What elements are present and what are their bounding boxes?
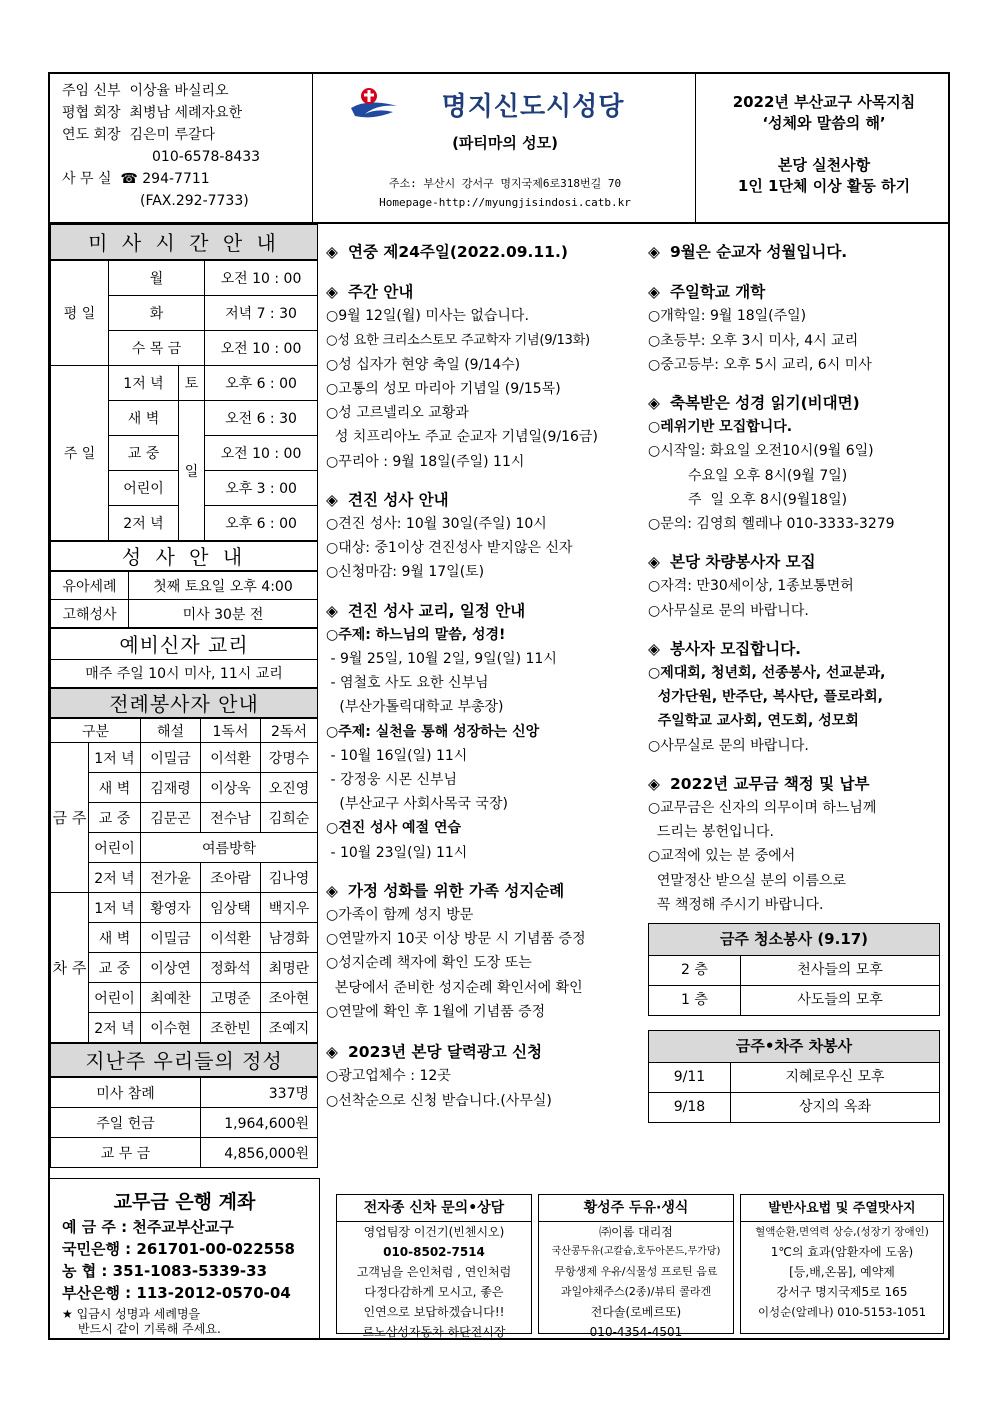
server-mass: 2저 녁 — [89, 863, 141, 893]
server-name: 황영자 — [141, 893, 201, 923]
offering-table — [50, 1077, 318, 1168]
section-heading — [326, 599, 648, 623]
cleaning-group: 천사들의 모후 — [741, 956, 940, 986]
server-mass: 교 중 — [89, 953, 141, 983]
ad-line: 혈액순환,면역력 상승,(성장기 장애인) — [755, 1226, 929, 1238]
church-subtitle: (파티마의 성모) — [452, 134, 558, 152]
section-heading — [326, 488, 648, 512]
cleaning-title: 금주 청소봉사 (9.17) — [649, 924, 940, 956]
diamond-icon: ◈ — [326, 881, 338, 900]
mass-time: 오전 10 : 00 — [205, 436, 318, 471]
pastoral-guideline — [698, 74, 950, 222]
staff-row-pastor: 주임 신부 이상율 바실리오 — [62, 83, 229, 99]
diamond-icon: ◈ — [326, 490, 338, 509]
offering-name: 미사 참례 — [51, 1078, 201, 1108]
heading-text: 축복받은 성경 읽기(비대면) — [670, 394, 860, 413]
mass-time: 오전 10 : 00 — [205, 331, 318, 366]
list-item: ○주제: 실천을 통해 성장하는 신앙 — [326, 723, 540, 740]
server-name: 조예지 — [261, 1013, 318, 1043]
ad-line: 010-8502-7514 — [383, 1245, 485, 1259]
mass-table — [50, 260, 318, 541]
list-item: - 10월 16일(일) 11시 — [326, 747, 468, 764]
sacrament-value: 미사 30분 전 — [129, 600, 318, 628]
server-name: 정화석 — [201, 953, 261, 983]
col-header: 구분 — [51, 719, 141, 743]
mass-time: 저녁 7 : 30 — [205, 296, 318, 331]
church-header — [312, 74, 696, 222]
ad-line: 르노삼성자동차 하단전시장 — [362, 1325, 506, 1339]
list-item: ○사무실로 문의 바랍니다. — [648, 737, 809, 754]
ad-massage — [740, 1194, 944, 1334]
bulletin-frame — [48, 72, 950, 1340]
list-item: 수요일 오후 8시(9월 7일) — [648, 467, 848, 484]
car-service-title: 금주•차주 차봉사 — [649, 1031, 940, 1063]
offering-name: 교 무 금 — [51, 1138, 201, 1168]
sunday-label: 주 일 — [51, 366, 109, 541]
bank-line: 예 금 주 : 천주교부산교구 — [62, 1218, 234, 1236]
server-name: 김희순 — [261, 803, 318, 833]
car-date: 9/11 — [649, 1063, 731, 1093]
weekday-label: 평 일 — [51, 261, 109, 366]
mass-time: 오후 6 : 00 — [205, 506, 318, 541]
list-item: ○9월 12일(월) 미사는 없습니다. — [326, 308, 529, 325]
list-item: - 염철호 사도 요한 신부님 — [326, 675, 489, 692]
staff-phone: 010-6578-8433 — [152, 149, 261, 165]
servers-table — [50, 718, 318, 1043]
list-item: ○교적에 있는 분 중에서 — [648, 848, 796, 865]
list-item: ○꾸리아 : 9월 18일(주일) 11시 — [326, 453, 525, 470]
this-week-label: 금 주 — [51, 743, 89, 893]
list-item: (부산가톨릭대학교 부총장) — [326, 699, 504, 716]
heading-text: 주일학교 개학 — [670, 283, 766, 302]
sacrament-table — [50, 571, 318, 628]
server-name: 이밀금 — [141, 743, 201, 773]
list-item: ○성 고르넬리오 교황과 — [326, 405, 469, 422]
server-name: 최명란 — [261, 953, 318, 983]
list-item: 연말정산 받으실 분의 이름으로 — [648, 872, 847, 889]
server-span: 여름방학 — [141, 833, 318, 863]
list-item: ○견진 성사 예절 연습 — [326, 820, 462, 837]
mass-day: 수 목 금 — [109, 331, 205, 366]
ad-line: ㈜이롬 대리점 — [599, 1225, 673, 1239]
ad-line: 고객님을 은인처럼 , 연인처럼 — [356, 1265, 512, 1279]
server-mass: 2저 녁 — [89, 1013, 141, 1043]
staff-info — [50, 74, 310, 222]
list-item: (부산교구 사회사목국 국장) — [326, 796, 508, 813]
server-mass: 새 벽 — [89, 773, 141, 803]
list-item: - 9월 25일, 10월 2일, 9일(일) 11시 — [326, 651, 557, 668]
offering-value: 4,856,000원 — [201, 1138, 318, 1168]
list-item: ○교무금은 신자의 의무이며 하느님께 — [648, 800, 877, 817]
list-item: ○성지순례 책자에 확인 도장 또는 — [326, 955, 532, 972]
ad-line: 강서구 명지국제5로 165 — [776, 1285, 908, 1299]
server-name: 전가윤 — [141, 863, 201, 893]
office-fax: (FAX.292-7733) — [140, 193, 249, 209]
office-row: 사 무 실 ☎ 294-7711 — [62, 171, 210, 187]
server-name: 백지우 — [261, 893, 318, 923]
diamond-icon: ◈ — [648, 553, 660, 572]
server-mass: 어린이 — [89, 833, 141, 863]
mass-name: 어린이 — [109, 471, 179, 506]
list-item: ○초등부: 오후 3시 미사, 4시 교리 — [648, 332, 859, 349]
ad-line: [등,배,온몸], 예약제 — [789, 1265, 895, 1279]
mass-name: 교 중 — [109, 436, 179, 471]
server-name: 이상욱 — [201, 773, 261, 803]
server-name: 이석환 — [201, 743, 261, 773]
diamond-icon: ◈ — [648, 394, 660, 413]
list-item: ○시작일: 화요일 오전10시(9월 6일) — [648, 443, 874, 460]
server-name: 이밀금 — [141, 923, 201, 953]
address: 주소: 부산시 강서구 명지국제6로318번길 70 — [388, 177, 622, 190]
section-heading — [648, 391, 946, 415]
heading-text: 가정 성화를 위한 가족 성지순례 — [348, 881, 565, 900]
diamond-icon: ◈ — [648, 774, 660, 793]
ad-line: 영업팀장 이건기(빈첸시오) — [363, 1225, 505, 1239]
diamond-icon: ◈ — [326, 283, 338, 302]
mass-time: 오전 6 : 30 — [205, 401, 318, 436]
heading-text: 연중 제24주일(2022.09.11.) — [348, 243, 568, 261]
diamond-icon: ◈ — [326, 1043, 338, 1062]
cleaning-floor: 1 층 — [649, 986, 741, 1016]
list-item: 꼭 책정해 주시기 바랍니다. — [648, 896, 824, 913]
mass-title: 미 사 시 간 안 내 — [50, 224, 318, 260]
list-item: ○자격: 만30세이상, 1종보통면허 — [648, 578, 854, 595]
list-item: 성가단원, 반주단, 복사단, 플로라회, — [648, 689, 883, 706]
server-name: 강명수 — [261, 743, 318, 773]
ad-line: 이성순(알레나) 010-5153-1051 — [757, 1305, 927, 1319]
list-item: ○연말까지 10곳 이상 방문 시 기념품 증정 — [326, 931, 586, 948]
server-name: 조아현 — [261, 983, 318, 1013]
ad-line: 국산콩두유(고칼슘,호두아몬드,무가당) — [551, 1246, 721, 1257]
offering-title: 지난주 우리들의 정성 — [50, 1043, 318, 1077]
heading-text: 주간 안내 — [348, 283, 414, 302]
bank-note — [62, 1307, 319, 1337]
bank-note-line: ★ 입금시 성명과 세례명을 — [62, 1307, 201, 1321]
server-name: 고명준 — [201, 983, 261, 1013]
ad-title: 전자종 신차 문의•상담 — [337, 1195, 531, 1222]
server-name: 이석환 — [201, 923, 261, 953]
practice-line2: 1인 1단체 이상 활동 하기 — [737, 177, 911, 195]
catechumen-text: 매주 주일 10시 미사, 11시 교리 — [50, 660, 318, 688]
server-mass: 1저 녁 — [89, 743, 141, 773]
staff-row-prayer: 연도 회장 김은미 루갈다 — [62, 127, 216, 143]
ad-line: 1℃의 효과(암환자에 도움) — [770, 1245, 914, 1259]
list-item: ○견진 성사: 10월 30일(주일) 10시 — [326, 516, 547, 533]
list-item: ○대상: 중1이상 견진성사 받지않은 신자 — [326, 540, 573, 557]
server-name: 최예찬 — [141, 983, 201, 1013]
cleaning-table — [648, 923, 940, 1016]
heading-text: 9월은 순교자 성월입니다. — [670, 243, 848, 261]
server-name: 조아람 — [201, 863, 261, 893]
section-heading — [326, 879, 648, 903]
heading-text: 본당 차량봉사자 모집 — [670, 553, 816, 572]
server-name: 이수현 — [141, 1013, 201, 1043]
server-name: 남경화 — [261, 923, 318, 953]
server-mass: 1저 녁 — [89, 893, 141, 923]
heading-text: 2023년 본당 달력광고 신청 — [348, 1043, 543, 1062]
list-item: ○고통의 성모 마리아 기념일 (9/15목) — [326, 381, 561, 398]
heading-text: 2022년 교무금 책정 및 납부 — [670, 774, 870, 793]
server-name: 조한빈 — [201, 1013, 261, 1043]
list-item: ○연말에 확인 후 1월에 기념품 증정 — [326, 1003, 546, 1020]
mass-day: 월 — [109, 261, 205, 296]
col-header: 2독서 — [261, 719, 318, 743]
list-item: 드리는 봉헌입니다. — [648, 824, 774, 841]
list-item: 주일학교 교사회, 연도회, 성모회 — [648, 713, 859, 730]
list-item: 성 치프리아노 주교 순교자 기념일(9/16금) — [326, 429, 598, 446]
sacrament-name: 고해성사 — [51, 600, 129, 628]
bank-note-line: 반드시 같이 기록해 주세요. — [78, 1322, 221, 1336]
list-item: ○성 십자가 현양 축일 (9/14수) — [326, 356, 521, 373]
list-item: ○성 요한 크리소스토모 주교학자 기념(9/13화) — [326, 332, 590, 348]
section-heading — [326, 240, 648, 264]
section-heading — [648, 280, 946, 304]
server-name: 임상택 — [201, 893, 261, 923]
section-heading — [326, 280, 648, 304]
saturday-mark: 토 — [179, 366, 205, 401]
bank-line: 국민은행 : 261701-00-022558 — [62, 1240, 295, 1258]
ad-title: 발반사요법 및 주열맛사지 — [741, 1195, 943, 1222]
cleaning-group: 사도들의 모후 — [741, 986, 940, 1016]
heading-text: 견진 성사 교리, 일정 안내 — [348, 601, 526, 620]
sacrament-name: 유아세례 — [51, 572, 129, 600]
homepage-link[interactable]: Homepage-http://myungjisindosi.catb.kr — [379, 196, 631, 209]
ad-title: 황성주 두유·생식 — [539, 1195, 733, 1222]
staff-row-council: 평협 회장 최병남 세례자요한 — [62, 105, 243, 121]
mass-time: 오전 10 : 00 — [205, 261, 318, 296]
car-group: 상지의 옥좌 — [731, 1093, 940, 1123]
motto-line2: ‘성체와 말씀의 해’ — [762, 114, 886, 132]
ad-car-dealer — [336, 1194, 532, 1339]
list-item: ○주제: 하느님의 말씀, 성경! — [326, 626, 506, 643]
practice-line1: 본당 실천사항 — [777, 156, 871, 174]
mass-day: 화 — [109, 296, 205, 331]
diamond-icon: ◈ — [648, 243, 660, 261]
car-date: 9/18 — [649, 1093, 731, 1123]
left-column — [50, 224, 318, 1168]
list-item: - 10월 23일(일) 11시 — [326, 844, 468, 861]
mass-time: 오후 3 : 00 — [205, 471, 318, 506]
ad-line: 다정다감하게 모시고, 좋은 — [364, 1285, 504, 1299]
section-heading — [648, 772, 946, 796]
mass-name: 새 벽 — [109, 401, 179, 436]
ad-line: 전다솔(로베르또) — [590, 1305, 682, 1319]
server-name: 김재령 — [141, 773, 201, 803]
list-item: ○사무실로 문의 바랍니다. — [648, 602, 809, 619]
offering-name: 주일 헌금 — [51, 1108, 201, 1138]
col-header: 1독서 — [201, 719, 261, 743]
list-item: 주 일 오후 8시(9월18일) — [648, 491, 848, 508]
list-item: ○문의: 김영희 헬레나 010-3333-3279 — [648, 516, 895, 533]
server-name: 김문곤 — [141, 803, 201, 833]
motto-line1: 2022년 부산교구 사목지침 — [732, 93, 916, 111]
diamond-icon: ◈ — [326, 601, 338, 620]
list-item: ○레위기반 모집합니다. — [648, 419, 793, 436]
diamond-icon: ◈ — [326, 243, 338, 261]
right-column — [648, 232, 946, 1123]
mass-name: 2저 녁 — [109, 506, 179, 541]
diamond-icon: ◈ — [648, 639, 660, 658]
section-heading — [326, 1040, 648, 1064]
server-name: 전수남 — [201, 803, 261, 833]
list-item: ○제대회, 청년회, 선종봉사, 선교분과, — [648, 665, 886, 682]
list-item: ○신청마감: 9월 17일(토) — [326, 564, 485, 581]
offering-value: 1,964,600원 — [201, 1108, 318, 1138]
server-name: 김나영 — [261, 863, 318, 893]
section-heading — [648, 240, 946, 264]
list-item: ○선착순으로 신청 받습니다.(사무실) — [326, 1092, 552, 1109]
ad-line: 무항생제 우유/식물성 프로틴 음료 — [554, 1265, 718, 1278]
bank-account-box — [50, 1178, 320, 1340]
catechumen-title: 예비신자 교리 — [50, 628, 318, 660]
bank-line: 농 협 : 351-1083-5339-33 — [62, 1262, 268, 1280]
sacrament-value: 첫째 토요일 오후 4:00 — [129, 572, 318, 600]
server-mass: 새 벽 — [89, 923, 141, 953]
col-header: 해설 — [141, 719, 201, 743]
cleaning-floor: 2 층 — [649, 956, 741, 986]
servers-title: 전례봉사자 안내 — [50, 688, 318, 718]
bank-title: 교무금 은행 계좌 — [113, 1191, 256, 1213]
offering-value: 337명 — [201, 1078, 318, 1108]
sacrament-title: 성 사 안 내 — [50, 541, 318, 571]
middle-column — [326, 232, 648, 1113]
mass-time: 오후 6 : 00 — [205, 366, 318, 401]
server-name: 오진영 — [261, 773, 318, 803]
list-item: 본당에서 준비한 성지순례 확인서에 확인 — [326, 979, 583, 996]
address-block — [313, 174, 697, 212]
list-item: ○광고업체수 : 12곳 — [326, 1068, 451, 1085]
ad-line: 과일야채주스(2종)/뷰티 콜라겐 — [560, 1285, 712, 1298]
list-item: ○개학일: 9월 18일(주일) — [648, 308, 807, 325]
mass-name: 1저 녁 — [109, 366, 179, 401]
server-name: 이상연 — [141, 953, 201, 983]
car-service-table — [648, 1030, 940, 1123]
list-item: ○가족이 함께 성지 방문 — [326, 907, 474, 924]
list-item: ○중고등부: 오후 5시 교리, 6시 미사 — [648, 356, 872, 373]
section-heading — [648, 637, 946, 661]
ad-line: 010-4354-4501 — [589, 1325, 683, 1339]
server-mass: 어린이 — [89, 983, 141, 1013]
server-mass: 교 중 — [89, 803, 141, 833]
sunday-mark: 일 — [179, 401, 205, 541]
bank-line: 부산은행 : 113-2012-0570-04 — [62, 1284, 291, 1302]
section-heading — [648, 550, 946, 574]
heading-text: 견진 성사 안내 — [348, 490, 449, 509]
next-week-label: 차 주 — [51, 893, 89, 1043]
car-group: 지혜로우신 모후 — [731, 1063, 940, 1093]
ad-soymilk — [538, 1194, 734, 1339]
heading-text: 봉사자 모집합니다. — [670, 639, 802, 658]
diamond-icon: ◈ — [648, 283, 660, 302]
ad-line: 인연으로 보답하겠습니다!! — [363, 1305, 505, 1319]
church-name: 명지신도시성당 — [441, 92, 625, 122]
list-item: - 강정웅 시몬 신부님 — [326, 772, 458, 789]
